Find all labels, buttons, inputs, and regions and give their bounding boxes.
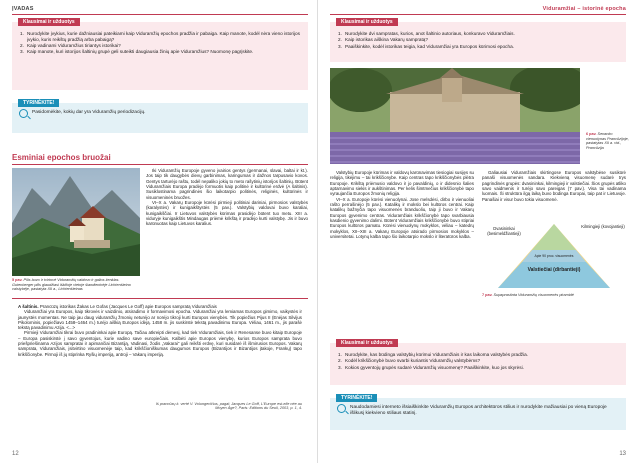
body-paragraph: Iki Viduramžių Europoje gyveno įvairios gentys (germanai, slavai, baltai ir kt.). Jos taip tik daugybės dievų garbinimas, karingumas ir dažnos tarpusavio kovos. Gentys tarturėjo raštu, todėl nepaliko jokių to meto rašytinių istorijos šaltinių. Būtent Viduramžiais Europa pradėjo formuotis kaip politinė ir kultūrinė erdvė (A šaltinis). Susiklostinama pagrindinės šio laikotarpio politinės, religinės, kultūrinės ir visuomeninės bruožes. — [146, 168, 308, 200]
research-box — [330, 395, 626, 430]
peasants-label: Valstiečiai (dirbantieji) — [527, 267, 581, 273]
questions-box-top — [330, 19, 626, 62]
castle-photo — [12, 168, 140, 276]
body-column-left — [330, 170, 474, 239]
monastery-photo — [330, 68, 580, 164]
magnifier-icon — [337, 404, 346, 413]
questions-box-bottom — [330, 340, 626, 385]
castle-illustration — [12, 168, 140, 276]
question-item: 1. Nurodykite įvykius, kurie dažniausiai pateikiami kaip Viduramžių epochos pradžia ir pabaiga. Kaip manote, kodėl nėra vieno istorijos įvykio, kuris reikštų pradžią arba pabaigą? — [20, 31, 300, 42]
body-paragraph: VI–X a. Vakarų Europoje kūrėsi pirmieji politiniai dariniai, pirmosios valstybės (karalystės) ir kunigaikštystės (5 pav.). Valstybių valdovai buvo karaliai, kunigaikščiai. Ir Lietuvos valstybės kūrimas prasidėjo būtent tuo metu. XIII a. viduryje kunigaikštis Mindaugas priėmė krikštą ir pradėjo kurti valstybę. Jis ir buvo karūnuotas kaip Lietuvos karalius. — [146, 200, 308, 227]
source-box — [12, 298, 308, 414]
questions-tag: Klausimai ir užduotys — [18, 18, 80, 26]
body-paragraph: Valstybių Europoje kūrimas ir valdovų karūnavimas tiesiogiai susijęs su religija, tikėjimu – tai krikščionybe. Kaip centras tapo krikščionybės plėtra Europoje. Krikštą priėmusio valdovo ir jo pavaldinių, o ir didesnio šalies aptarnavimo siekis ir aukštinimas. Per kelis šimtmečius krikščionybė tapo vyraujančia Europos žmonių religija. — [330, 170, 474, 197]
clergy-label: Dvasininkai (besimeldžiantieji) — [487, 226, 521, 236]
body-paragraph: VI–X a. Europoje kūrėsi vienuolynai. Jose melsdėsi, dirbo ir vienuoliai rašto perrašinėjo (5 pav.). Katalikų ir mokslo bei kultūros centrai. Kaip katalikų bažnyčia tapo visuomenės branduoliu, taip ji buvo ir Vakarų Europos gyvenimo centras. Viduramžiais krikščionybė tapo svarbiausia kasdienio gyvenimo dalimi. Būtent Viduramžiais krikščionybė buvo stipriai Europos kultūros pamatu. Kūrėsi vienuolynų mokyklos, vėliau – katedrų mokyklos, XII–XIII a. Vakarų Europoje atsirado pirmosios mokyklos – universitetai. Lotynų kalba tapo šio laikotarpio mokslo ir literatūros kalba. — [330, 196, 474, 240]
body-column — [146, 168, 308, 227]
monastery-illustration — [330, 68, 580, 164]
magnifier-icon — [19, 109, 28, 118]
questions-tag: Klausimai ir užduotys — [336, 18, 398, 26]
source-reference: Iš prancūzų k. vertė V. Volungevičius, pagal: Jacques Le Goff, L'Europe est-elle née au Moyen Âge?, Paris: Editions du Seuil, 2003, p. 1, 4. — [155, 401, 302, 411]
pyramid-caption: 7 pav. Supaprastinta Viduramžių visuomenės piramidė — [482, 293, 574, 297]
question-item: 2. Kodėl krikščionybė buvo svarbi kuriantis Viduramžių valstybėms? — [338, 358, 481, 364]
page-number-right: 13 — [619, 451, 626, 457]
source-paragraph: Viduramžiai yra Europos, kaip tikrovės ir vaizdinio, atsiradimo ir formavimosi epocha. Viduramžiai yra lemiamas Europos gimimo, vaikystės ir jaunystės momentas. Ne taip jau daug viduramžių žmonių neturėjo ar norėjo tikroji kurti Europos vienybės. Tik popiežius Pijus II (Enėjas Silvijus Pikolominis, popiežiavo 1458–1464 m.) turėjo aiškią Europos idėją. 1458 m. jis suskirstė tekstą pavadinimu Europa. Vėliau, 1461 m., jis parašė tekstą pavadinimu Azija. <...> — [18, 309, 302, 331]
page-header-left: ĮVADAS — [12, 6, 34, 12]
body-column-right — [482, 170, 626, 202]
question-item: 1. Nurodykite, kas būdinga valstybių kūrimui Viduramžiais ir kas laikoma valstybės pradžia. — [338, 352, 529, 357]
header-rule — [330, 14, 626, 15]
questions-list — [330, 343, 626, 375]
source-heading: A šaltinis. Prancūzų istorikas Žakas Le Gofas (Jacques Le Goff) apie Europos sampratą Viduramžiais — [18, 304, 217, 309]
header-rule — [12, 14, 308, 15]
society-pyramid — [482, 222, 626, 292]
questions-box — [12, 19, 308, 90]
nobility-label: Kilmingieji (kovojantieji) — [581, 224, 625, 229]
page-header-right: Viduramžiai – istorinė epocha — [542, 6, 626, 12]
page-number-left: 12 — [12, 451, 19, 457]
questions-tag: Klausimai ir užduotys — [336, 339, 398, 347]
research-text: Naudodamiesi interneto išsiaiškinkite Viduramžių Europos architektūros stilius ir nurodykite mažiausiai po vieną Europoje išlikusį kiekvieno stiliaus statinį. — [350, 405, 607, 416]
monastery-caption: 6 pav. Senanko vienuolynas Prancūzijoje, pastatytas XII a. vid., Prancūzija — [586, 132, 629, 151]
research-tag: TYRINĖKITE! — [336, 394, 377, 402]
research-text: Pasidomėkite, kokių dar yra Viduramžių periodizacijų. — [32, 110, 146, 115]
question-item: 3. Kaip manote, kuri istorijos šaltinių grupė geli suteikti daugiausia žinių apie Viduramžius? Nuomonę pagrįskite. — [20, 49, 254, 55]
majority-label: Apie 90 proc. visuomenės — [534, 254, 574, 258]
questions-list — [12, 22, 308, 60]
question-item: 3. Paaiškinkite, kodėl istorikas teigia, kad Viduramžiai yra Europos kūrimosi epocha. — [338, 43, 515, 49]
question-item: 2. Kaip istorikas aiškina Vakarų sampratą? — [338, 37, 429, 43]
section-rule — [12, 164, 308, 165]
question-item: 1. Nurodykite dvi sampratas, kurios, anot šaltinio autoriaus, konkuravo Viduramžiais. — [338, 31, 515, 36]
questions-list — [330, 22, 626, 54]
research-tag: TYRINĖKITE! — [18, 99, 59, 107]
question-item: 3. Kokios gyventojų grupės sudarė Viduramžių visuomenę? Paaiškinkite, kuo jos skyrėsi. — [338, 364, 524, 370]
left-page — [0, 0, 318, 463]
body-paragraph: Galiausiai Viduramžiais skirtingose Europos valstybėse susikūrė panaši visuomenės sandara. Kiekvieną visuomenę sudarė trys pagrindinės grupės: dvasininkai, kilmingieji ir valstiečiai. Šios grupės atliko savo vaidmenis ir turėjo savo pareigas (7 pav.). Visa tai vadinama luomais. Ši struktūra ilgą laiką buvo būdinga Europai, taip pat ir Lietuvoje. Panašiai ir visur buvo tokia visuomenė. — [482, 170, 626, 202]
source-paragraph: Pirmieji Viduramžiai tikrai buvo pradininkai apie Europą. Tačiau atkreipti dėmesį, kad tiek Viduramžiais, tiek ir Renesanse buvo kitaip Europoje – Europa pasiskirstė į savo gyventojus, kurie vadino save europiečiais. Kalbėti apie Europos vienybę, kurios Europos samprata buvo priešpriešinama Azijos sampratai ir apimančiai Bizantiją, Vadinasi, žodis „Vakarai“ gali reikšti erdvę, kuri susidarė iš išmirusios Europos. Vakarų samprata, Viduramžiais, įsitvirtino visuomenėje taip, kad krikščioniškumas daugumos Europos (Bizantijos ir Bizantijos įtakoje, Frankų) tapo krikščionybe. Pirmoji iš jų stiprinka Ryšių imperiją, antroji – Vakarų imperiją. — [18, 330, 302, 357]
section-title: Esminiai epochos bruožai — [12, 153, 111, 162]
castle-caption: 5 pav. Pilis buvo ir tvirtovė Viduramžių valdovo ir galios ženklas. Gutenberger pilis glaudžiasi iškilioje vietoje šiandieninėje Lichtenšteino valstybėje, pastatyta XII a., Lichtenšteinas — [12, 278, 131, 292]
right-page — [320, 0, 640, 463]
research-box — [12, 100, 308, 133]
question-item: 2. Kaip vadinami Viduramžius tiriantys istorikai? — [20, 43, 121, 49]
